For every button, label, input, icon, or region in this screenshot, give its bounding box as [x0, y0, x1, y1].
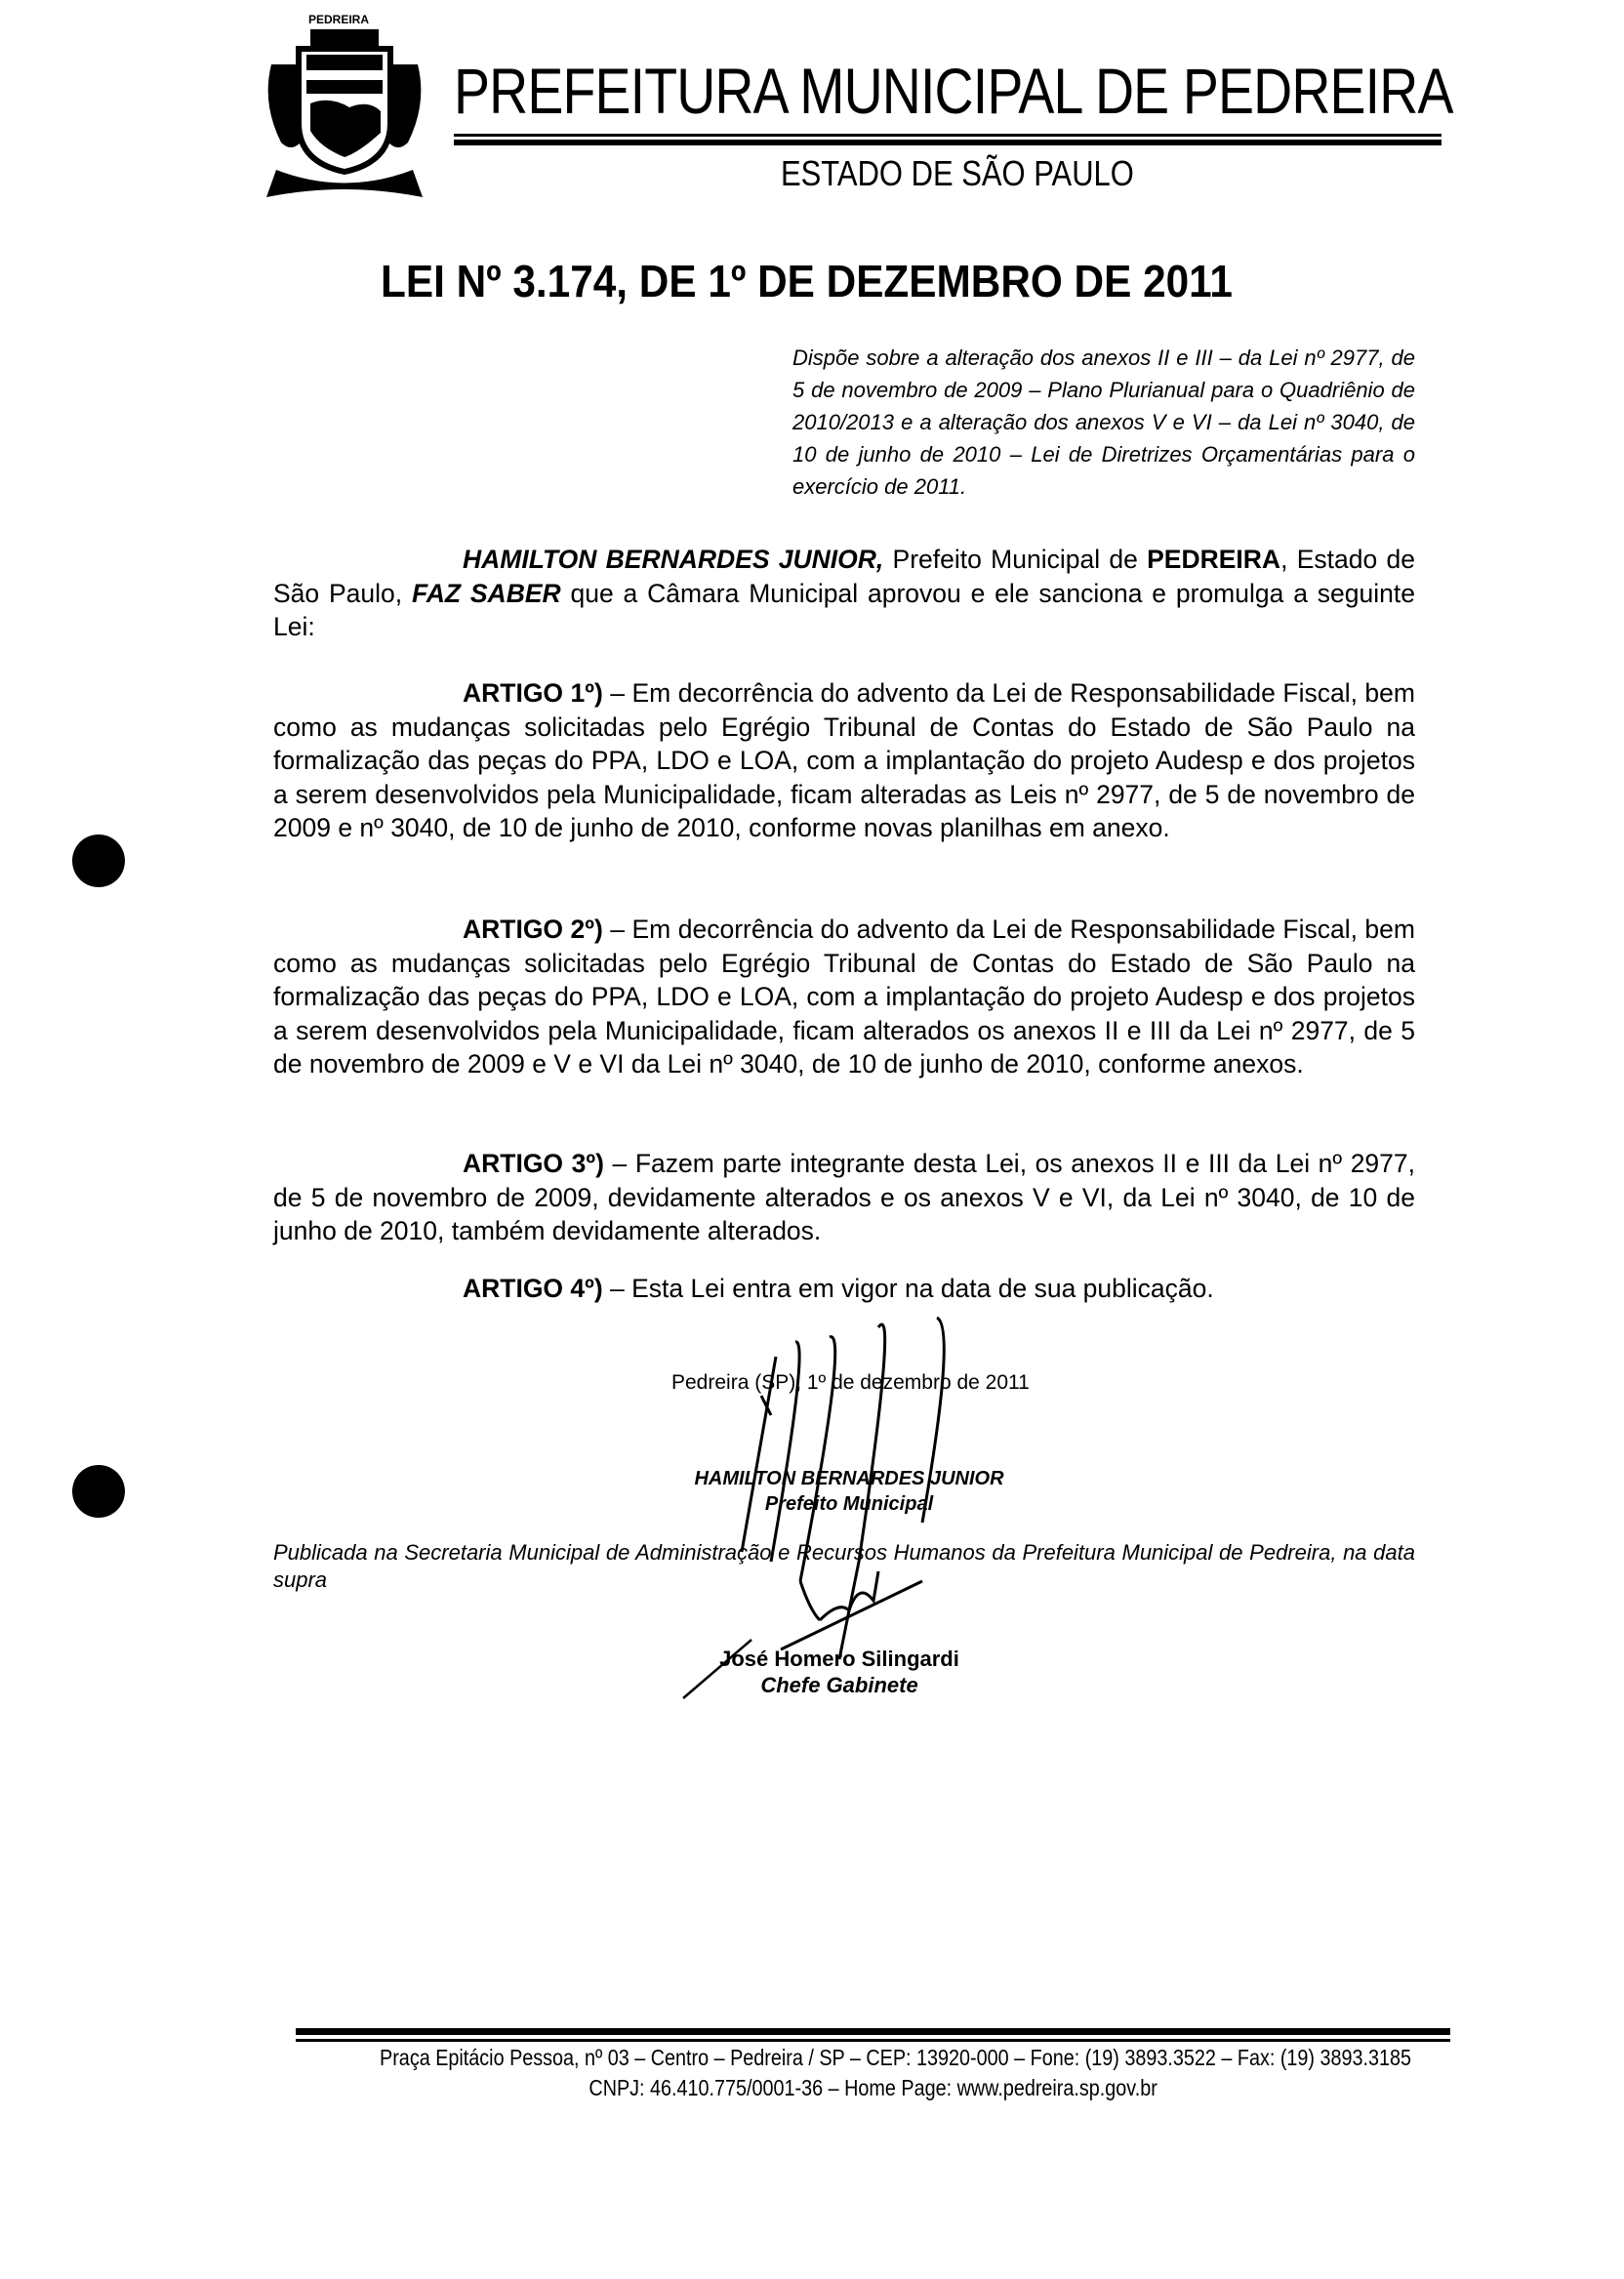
punch-hole: [72, 1465, 125, 1518]
state-name: ESTADO DE SÃO PAULO: [781, 153, 1134, 193]
article-label: ARTIGO 2º): [463, 915, 603, 944]
city-crest-logo: [262, 6, 427, 201]
footer-cnpj-text: CNPJ: 46.410.775/0001-36 – Home Page: www.pedreira.sp.gov.br: [589, 2075, 1157, 2100]
article-2: [273, 913, 1415, 1081]
preamble-text: Prefeito Municipal de: [883, 545, 1148, 574]
faz-saber: FAZ SABER: [411, 578, 561, 608]
article-text: – Fazem parte integrante desta Lei, os anexos II e III da Lei nº 2977, de 5 de novembro de 2009, devidamente alterados e os anexos V e VI, da Lei nº 3040, de 10 de junho de 2010, também devidamente alterados.: [273, 1149, 1416, 1245]
mayor-name: HAMILTON BERNARDES JUNIOR,: [463, 545, 884, 574]
article-3: [273, 1147, 1415, 1248]
date-place: Pedreira (SP), 1º de dezembro de 2011: [671, 1371, 1030, 1394]
article-text: – Esta Lei entra em vigor na data de sua publicação.: [602, 1274, 1214, 1303]
article-label: ARTIGO 1º): [463, 678, 603, 708]
organization-name: PREFEITURA MUNICIPAL DE PEDREIRA: [454, 55, 1453, 127]
article-4: [273, 1272, 1415, 1306]
header-rule-thin: [454, 134, 1441, 137]
article-text: – Em decorrência do advento da Lei de Responsabilidade Fiscal, bem como as mudanças solicitadas pelo Egrégio Tribunal de Contas do Estado de São Paulo na formalização das peças do PPA, LDO e LOA, com a implantação do projeto Audesp e dos projetos a serem desenvolvidos pela Municipalidade, ficam alteradas as Leis nº 2977, de 5 de novembro de 2009 e nº 3040, de 10 de junho de 2010, conforme novas planilhas em anexo.: [273, 678, 1415, 842]
law-title: LEI Nº 3.174, DE 1º DE DEZEMBRO DE 2011: [381, 256, 1233, 306]
footer-address-text: Praça Epitácio Pessoa, nº 03 – Centro – Pedreira / SP – CEP: 13920-000 – Fone: (19) 3893.3522 – Fax: (19) 3893.3185: [380, 2045, 1411, 2070]
article-text: – Em decorrência do advento da Lei de Responsabilidade Fiscal, bem como as mudanças solicitadas pelo Egrégio Tribunal de Contas do Estado de São Paulo na formalização das peças do PPA, LDO e LOA, com a implantação do projeto Audesp e dos projetos a serem desenvolvidos pela Municipalidade, ficam alterados os anexos II e III da Lei nº 2977, de 5 de novembro de 2009 e V e VI da Lei nº 3040, de 10 de junho de 2010, conforme anexos.: [273, 915, 1415, 1078]
footer-rule-thin: [296, 2039, 1450, 2042]
preamble-text: , Estado de São Paulo,: [273, 545, 1415, 608]
preamble: [273, 543, 1415, 644]
signatory-2-name: José Homero Silingardi: [719, 1647, 959, 1671]
article-label: ARTIGO 4º): [463, 1274, 603, 1303]
article-1: [273, 676, 1415, 845]
punch-hole: [72, 834, 125, 887]
law-summary: Dispõe sobre a alteração dos anexos II e III – da Lei nº 2977, de 5 de novembro de 2009 – Plano Plurianual para o Quadriênio de 2010/2013 e a alteração dos anexos V e VI – da Lei nº 3040, de 10 de junho de 2010 – Lei de Diretrizes Orçamentárias para o exercício de 2011.: [792, 346, 1415, 499]
footer-rule-thick: [296, 2028, 1450, 2035]
header-rule-thick: [454, 140, 1441, 145]
preamble-text: que a Câmara Municipal aprovou e ele sanciona e promulga a seguinte Lei:: [273, 578, 1415, 641]
svg-text:PEDREIRA: PEDREIRA: [308, 13, 370, 26]
signatory-2-role: Chefe Gabinete: [760, 1673, 918, 1697]
footer-cnpj: [296, 2074, 1450, 2101]
publication-note: Publicada na Secretaria Municipal de Administração e Recursos Humanos da Prefeitura Municipal de Pedreira, na data supra: [273, 1540, 1415, 1592]
article-label: ARTIGO 3º): [463, 1149, 604, 1178]
signatory-1-role: Prefeito Municipal: [764, 1493, 934, 1515]
city-name: PEDREIRA: [1147, 545, 1281, 574]
signatory-1-name: HAMILTON BERNARDES JUNIOR: [694, 1468, 1004, 1489]
footer-address: [296, 2044, 1450, 2071]
